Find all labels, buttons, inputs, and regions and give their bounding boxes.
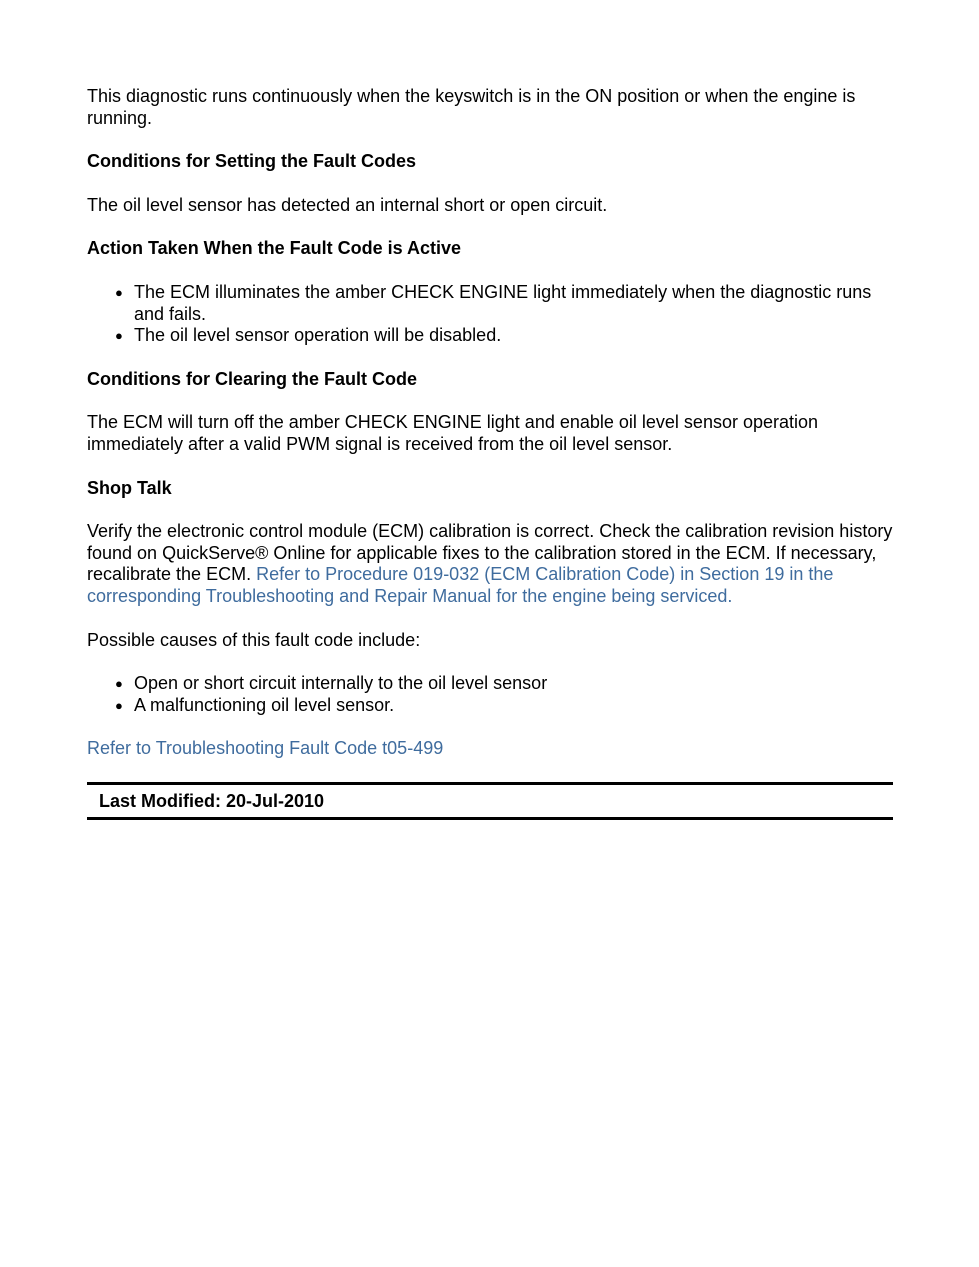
list-item-text: A malfunctioning oil level sensor. xyxy=(134,694,395,715)
heading-shop-talk: Shop Talk xyxy=(87,477,172,498)
list-item-text: The ECM illuminates the amber CHECK ENGINE light immediately when the diagnostic runs and fails. xyxy=(134,281,872,324)
procedure-019-032-link[interactable]: Refer to Procedure 019-032 (ECM Calibration Code) in Section 19 in the corresponding Troubleshooting and Repair Manual for the engine being serviced. xyxy=(87,564,834,606)
shop-talk-paragraph xyxy=(87,521,893,607)
intro-paragraph: This diagnostic runs continuously when the keyswitch is in the ON position or when the engine is running. xyxy=(87,86,856,128)
bullet-icon: ● xyxy=(115,328,123,344)
list-item xyxy=(115,281,893,325)
document-body xyxy=(87,86,893,820)
clearing-conditions-text: The ECM will turn off the amber CHECK ENGINE light and enable oil level sensor operation immediately after a valid PWM signal is received from the oil level sensor. xyxy=(87,412,819,454)
list-item xyxy=(115,673,893,695)
bullet-icon: ● xyxy=(115,284,123,300)
last-modified-text: Last Modified: 20-Jul-2010 xyxy=(99,790,325,811)
refer-paragraph xyxy=(87,738,893,760)
heading-action-taken: Action Taken When the Fault Code is Active xyxy=(87,238,462,259)
possible-causes-intro: Possible causes of this fault code include: xyxy=(87,629,421,650)
bullet-icon: ● xyxy=(115,697,123,713)
list-item xyxy=(115,694,893,717)
fault-code-t05-499-link[interactable]: Refer to Troubleshooting Fault Code t05-499 xyxy=(87,738,444,759)
list-item-text: Open or short circuit internally to the oil level sensor xyxy=(134,673,548,694)
bullet-icon: ● xyxy=(115,676,123,692)
setting-conditions-text: The oil level sensor has detected an internal short or open circuit. xyxy=(87,194,608,215)
heading-setting-conditions: Conditions for Setting the Fault Codes xyxy=(87,151,416,172)
heading-clearing-conditions: Conditions for Clearing the Fault Code xyxy=(87,368,417,389)
action-bullet-list xyxy=(87,282,893,347)
list-item xyxy=(115,325,893,347)
last-modified-bar xyxy=(87,782,893,820)
shop-talk-text: Verify the electronic control module (ECM) calibration is correct. Check the calibration revision history found on QuickServe® Online for applicable fixes to the calibration stored in the ECM. If necessary, recalibrate the ECM. xyxy=(87,521,893,585)
causes-bullet-list xyxy=(87,673,893,716)
list-item-text: The oil level sensor operation will be disabled. xyxy=(134,325,502,346)
